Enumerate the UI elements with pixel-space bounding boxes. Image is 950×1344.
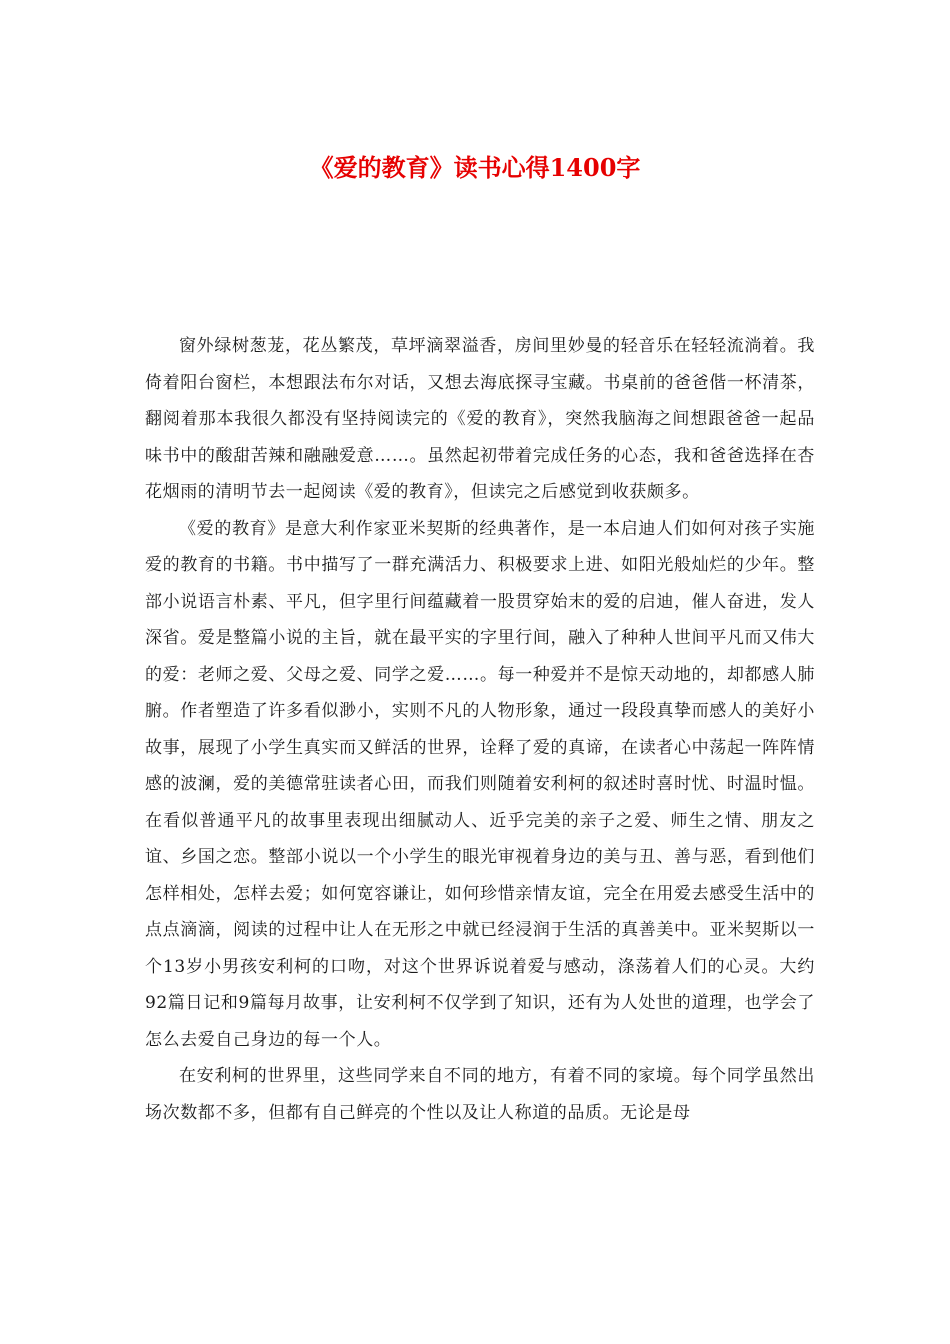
paragraph-3: 在安利柯的世界里，这些同学来自不同的地方，有着不同的家境。每个同学虽然出场次数都不多，但都有自己鲜亮的个性以及让人称道的品质。无论是母 xyxy=(145,1066,815,1123)
paragraph-2: 《爱的教育》是意大利作家亚米契斯的经典著作，是一本启迪人们如何对孩子实施爱的教育的书籍。书中描写了一群充满活力、积极要求上进、如阳光般灿烂的少年。整部小说语言朴素、平凡，但字里行间蕴藏着一股贯穿始末的爱的启迪，催人奋进，发人深省。爱是整篇小说的主旨，就在最平实的字里行间，融入了种种人世间平凡而又伟大的爱：老师之爱、父母之爱、同学之爱……。每一种爱并不是惊天动地的，却都感人肺腑。作者塑造了许多看似渺小，实则不凡的人物形象，通过一段段真挚而感人的美好小故事，展现了小学生真实而又鲜活的世界，诠释了爱的真谛，在读者心中荡起一阵阵情感的波澜，爱的美德常驻读者心田，而我们则随着安利柯的叙述时喜时忧、时温时愠。在看似普通平凡的故事里表现出细腻动人、近乎完美的亲子之爱、师生之情、朋友之谊、乡国之恋。整部小说以一个小学生的眼光审视着身边的美与丑、善与恶，看到他们怎样相处，怎样去爱；如何宽容谦让，如何珍惜亲情友谊，完全在用爱去感受生活中的点点滴滴，阅读的过程中让人在无形之中就已经浸润于生活的真善美中。亚米契斯以一个13岁小男孩安利柯的口吻，对这个世界诉说着爱与感动，涤荡着人们的心灵。大约92篇日记和9篇每月故事，让安利柯不仅学到了知识，还有为人处世的道理，也学会了怎么去爱自己身边的每一个人。 xyxy=(145,518,815,1050)
paragraph-1: 窗外绿树葱茏，花丛繁茂，草坪滴翠溢香，房间里妙曼的轻音乐在轻轻流淌着。我倚着阳台窗栏，本想跟法布尔对话，又想去海底探寻宝藏。书桌前的爸爸偕一杯清茶，翻阅着那本我很久都没有坚持阅读完的《爱的教育》，突然我脑海之间想跟爸爸一起品味书中的酸甜苦辣和融融爱意……。虽然起初带着完成任务的心态，我和爸爸选择在杏花烟雨的清明节去一起阅读《爱的教育》，但读完之后感觉到收获颇多。 xyxy=(145,336,815,502)
document-title: 《爱的教育》读书心得1400字 xyxy=(309,153,641,182)
document-body xyxy=(145,328,815,1131)
